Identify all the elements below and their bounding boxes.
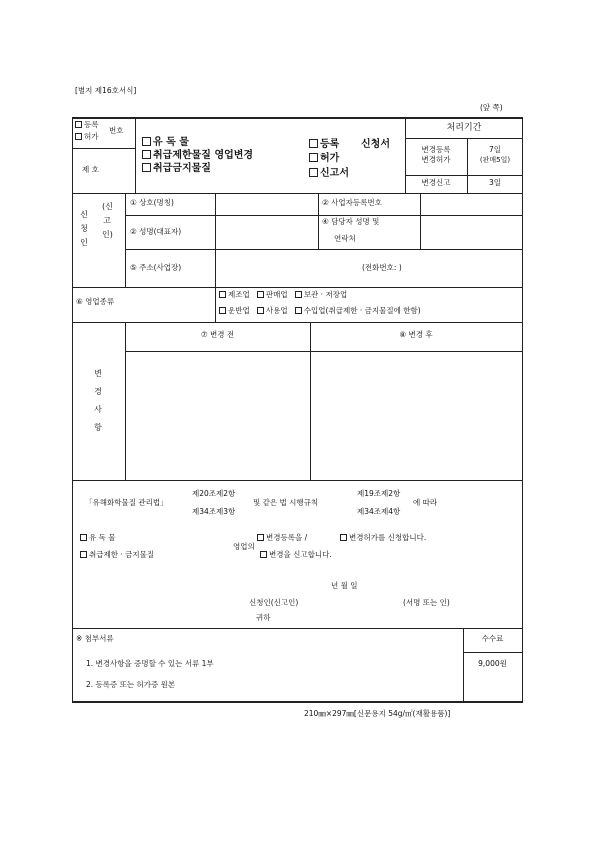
statement-law: 「유해화학물질 관리법」 <box>85 498 168 507</box>
business-option-storage[interactable] <box>295 290 347 299</box>
business-row-1 <box>219 291 347 300</box>
field-trade-name: ① 상호(명칭) <box>130 198 174 207</box>
representative-input[interactable] <box>216 216 317 248</box>
apply-label: 신고서 <box>320 168 349 179</box>
processing-value-1a: 7일 <box>488 145 502 154</box>
top-border <box>72 117 523 119</box>
header-number-divider <box>72 148 135 149</box>
apply-option-2[interactable] <box>309 153 339 165</box>
opt-registration[interactable] <box>75 121 99 130</box>
option-label: 운반업 <box>228 306 250 315</box>
fee-label: 수수료 <box>481 634 504 643</box>
outer-right-border <box>522 117 523 702</box>
option-label: 판매업 <box>265 290 288 299</box>
checkbox[interactable] <box>295 291 302 298</box>
processing-value-2: 3일 <box>488 178 502 187</box>
apply-label: 등록 <box>320 139 340 150</box>
field-contact-1: ④ 담당자 성명 및 <box>322 217 380 226</box>
option-label: 변경허가를 신청합니다. <box>349 533 427 542</box>
substance-option-2[interactable] <box>142 150 253 162</box>
change-side-label: 변경사항 <box>94 369 102 432</box>
checkbox[interactable] <box>80 534 87 541</box>
statement-opt-b[interactable] <box>340 534 426 543</box>
attachment-item-2: 2. 등록증 또는 허가증 원본 <box>86 680 176 689</box>
change-after-header: ⑧ 변경 후 <box>399 330 433 339</box>
contact-input[interactable] <box>421 216 521 248</box>
checkbox[interactable] <box>142 150 151 159</box>
bottom-border <box>72 701 523 703</box>
business-option-manufacture[interactable] <box>219 290 250 299</box>
processing-label-1a: 변경등록 <box>421 145 451 154</box>
number-row-label: 제 호 <box>82 165 99 174</box>
business-divider <box>215 287 216 322</box>
option-label: 변경을 신고합니다. <box>269 550 332 559</box>
processing-label-2: 변경신고 <box>421 178 451 187</box>
business-option-sales[interactable] <box>257 290 288 299</box>
page-side-label: (앞 쪽) <box>480 103 503 112</box>
processing-title-divider <box>405 138 523 139</box>
apply-suffix: 신청서 <box>361 139 390 150</box>
applicant-side-divider <box>125 193 126 287</box>
business-option-transport[interactable] <box>219 306 250 315</box>
checkbox[interactable] <box>75 121 82 128</box>
statement-bottom-line <box>72 628 523 629</box>
checkbox[interactable] <box>309 139 318 148</box>
applicant-side-label: 신 청 인 <box>80 210 88 247</box>
statement-opt-a[interactable] <box>257 534 307 543</box>
apply-label: 허가 <box>320 153 340 164</box>
number-label: 번호 <box>109 126 124 135</box>
apply-option-3[interactable] <box>309 168 349 180</box>
statement-sub2[interactable] <box>80 551 154 560</box>
apply-option-1[interactable] <box>309 139 339 151</box>
statement-sign: (서명 또는 인) <box>403 598 450 607</box>
processing-row-divider <box>405 175 523 176</box>
statement-opt-c[interactable] <box>260 551 332 560</box>
option-label: 사용업 <box>265 306 288 315</box>
checkbox[interactable] <box>295 307 302 314</box>
statement-business-of: 영업의 <box>233 542 255 551</box>
business-type-label: ⑥ 영업종류 <box>76 297 115 306</box>
checkbox[interactable] <box>142 163 151 172</box>
checkbox[interactable] <box>340 534 347 541</box>
attachment-item-1: 1. 변경사항을 증명할 수 있는 서류 1부 <box>86 659 214 668</box>
field-business-reg: ② 사업자등록번호 <box>322 198 382 207</box>
processing-value-1b: (판매5일) <box>479 156 511 164</box>
substance-label: 유 독 물 <box>153 137 189 148</box>
substance-label: 취급금지물질 <box>153 163 211 174</box>
option-label: 제조업 <box>228 290 250 299</box>
opt-permit[interactable] <box>75 133 99 142</box>
checkbox[interactable] <box>257 291 264 298</box>
option-label: 변경등록을 / <box>266 533 308 542</box>
statement-art2: 제34조제3항 <box>192 507 236 516</box>
substance-label: 취급제한물질 영업변경 <box>153 150 254 161</box>
checkbox[interactable] <box>219 291 226 298</box>
statement-art4: 제34조제4항 <box>357 507 401 516</box>
business-option-use[interactable] <box>257 306 288 315</box>
checkbox[interactable] <box>257 534 264 541</box>
substance-option-3[interactable] <box>142 163 211 175</box>
checkbox[interactable] <box>309 168 318 177</box>
statement-art1: 제20조제2항 <box>192 489 236 498</box>
opt-permit-label: 허가 <box>84 132 99 141</box>
fee-value: 9,000원 <box>478 659 507 668</box>
statement-date: 년 월 일 <box>331 581 358 590</box>
business-option-import[interactable] <box>295 306 421 315</box>
checkbox[interactable] <box>309 153 318 162</box>
checkbox[interactable] <box>75 133 82 140</box>
checkbox[interactable] <box>257 307 264 314</box>
change-before-field[interactable] <box>126 352 309 479</box>
business-reg-input[interactable] <box>421 194 521 214</box>
fee-divider <box>463 652 523 653</box>
opt-registration-label: 등록 <box>84 120 99 129</box>
checkbox[interactable] <box>260 551 267 558</box>
statement-art3: 제19조제2항 <box>357 489 401 498</box>
processing-title: 처리기간 <box>446 123 482 133</box>
business-row-2 <box>219 307 421 316</box>
option-label: 수입업(취급제한 · 금지물질에 한함) <box>303 306 421 315</box>
checkbox[interactable] <box>80 551 87 558</box>
change-before-header: ⑦ 변경 전 <box>200 330 235 339</box>
change-bottom-line <box>72 480 523 481</box>
trade-name-input[interactable] <box>216 194 317 214</box>
processing-label-1b: 변경허가 <box>421 155 451 164</box>
option-label: 취급제한 · 금지물질 <box>89 550 155 559</box>
change-after-field[interactable] <box>311 352 521 479</box>
statement-addressee: 귀하 <box>256 613 271 622</box>
field-contact-2: 연락처 <box>334 234 356 243</box>
statement-end: 에 따라 <box>413 498 438 507</box>
option-label: 보관 · 저장업 <box>303 290 348 299</box>
statement-sub1[interactable] <box>80 534 116 543</box>
paper-spec: 210㎜×297㎜[신문용지 54g/㎡(재활용품)] <box>304 709 451 718</box>
applicant-bottom-line <box>72 287 523 288</box>
option-label: 유 독 물 <box>89 533 116 542</box>
statement-applicant: 신청인(신고인) <box>249 598 299 607</box>
field-address: ⑤ 주소(사업장) <box>130 263 182 272</box>
checkbox[interactable] <box>142 137 151 146</box>
substance-option-1[interactable] <box>142 137 189 149</box>
phone-number: (전화번호: ) <box>362 263 402 272</box>
statement-mid: 및 같은 법 시행규칙 <box>253 498 319 507</box>
outer-left-border <box>72 117 73 702</box>
applicant-side-label-2: (신고인) <box>102 202 113 239</box>
attachments-title: ※ 첨부서류 <box>76 634 114 643</box>
field-representative: ② 성명(대표자) <box>130 227 182 236</box>
form-code: [별지 제16호서식] <box>75 86 137 95</box>
header-left-divider <box>135 117 136 193</box>
checkbox[interactable] <box>219 307 226 314</box>
business-bottom-line <box>72 322 523 323</box>
applicant-mid-divider <box>318 193 319 249</box>
